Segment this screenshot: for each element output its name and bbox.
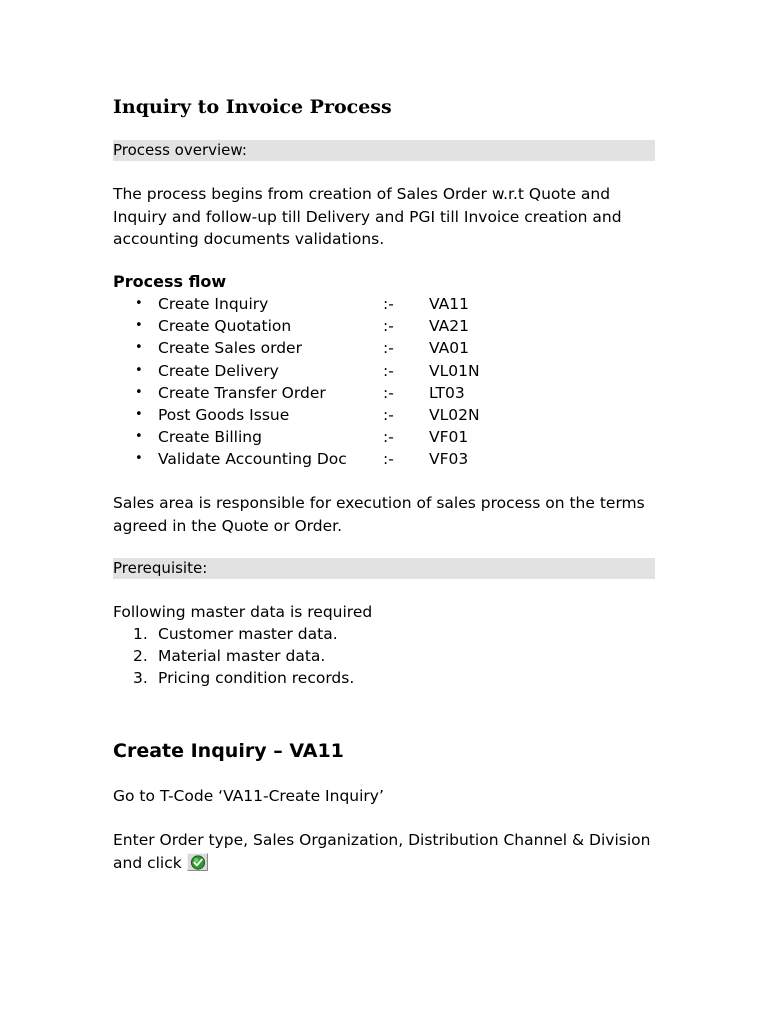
flow-tcode: VF01 bbox=[429, 428, 469, 447]
list-number: 3. bbox=[133, 669, 148, 687]
bullet-glyph: • bbox=[135, 384, 143, 400]
list-item-text: Customer master data. bbox=[158, 625, 338, 643]
list-item-text: Pricing condition records. bbox=[158, 669, 355, 687]
list-item-text: Material master data. bbox=[158, 647, 326, 665]
bullet-glyph: • bbox=[135, 318, 143, 334]
flow-separator: :- bbox=[383, 361, 394, 380]
bullet-glyph: • bbox=[135, 406, 143, 422]
list-item bbox=[113, 426, 658, 448]
flow-separator: :- bbox=[383, 339, 394, 358]
flow-step-name: Post Goods Issue bbox=[158, 405, 290, 424]
document-title: Inquiry to Invoice Process bbox=[113, 96, 392, 118]
green-check-icon bbox=[187, 853, 208, 871]
flow-step-name: Validate Accounting Doc bbox=[158, 450, 347, 469]
process-overview-heading: Process overview: bbox=[113, 140, 655, 161]
bullet-glyph: • bbox=[135, 451, 143, 467]
flow-separator: :- bbox=[383, 317, 394, 336]
list-number: 1. bbox=[133, 625, 148, 643]
flow-step-name: Create Inquiry bbox=[158, 295, 269, 313]
master-data-list bbox=[113, 623, 658, 689]
flow-separator: :- bbox=[383, 428, 394, 447]
list-item bbox=[113, 645, 658, 667]
flow-step-name: Create Quotation bbox=[158, 317, 292, 336]
flow-step-name: Create Delivery bbox=[158, 361, 279, 380]
flow-tcode: VF03 bbox=[429, 450, 469, 469]
bullet-glyph: • bbox=[135, 429, 143, 445]
list-item bbox=[113, 623, 658, 645]
flow-step-name: Create Transfer Order bbox=[158, 383, 326, 402]
bullet-glyph: • bbox=[135, 362, 143, 378]
bullet-glyph: • bbox=[135, 340, 143, 356]
flow-tcode: VA21 bbox=[429, 317, 469, 336]
flow-step-name: Create Billing bbox=[158, 428, 262, 447]
list-item bbox=[113, 404, 658, 426]
list-item bbox=[113, 448, 658, 470]
list-item bbox=[113, 315, 658, 337]
sales-area-paragraph: Sales area is responsible for execution of sales process on the terms agreed in the Quote or Order. bbox=[113, 494, 645, 535]
create-inquiry-heading: Create Inquiry – VA11 bbox=[113, 740, 344, 762]
prerequisite-heading: Prerequisite: bbox=[113, 558, 655, 579]
flow-tcode: VL02N bbox=[429, 405, 480, 424]
list-number: 2. bbox=[133, 647, 148, 665]
list-item bbox=[113, 667, 658, 689]
flow-tcode: VA01 bbox=[429, 339, 469, 358]
goto-tcode-paragraph: Go to T-Code ‘VA11-Create Inquiry’ bbox=[113, 787, 384, 805]
flow-separator: :- bbox=[383, 450, 394, 469]
bullet-glyph: • bbox=[135, 296, 143, 311]
enter-order-paragraph bbox=[113, 829, 658, 874]
intro-paragraph: The process begins from creation of Sales Order w.r.t Quote and Inquiry and follow-up till Delivery and PGI till Invoice creation and accounting documents validations. bbox=[113, 185, 622, 248]
enter-order-text: Enter Order type, Sales Organization, Distribution Channel & Division and click bbox=[113, 831, 651, 872]
flow-tcode: VL01N bbox=[429, 361, 480, 380]
flow-separator: :- bbox=[383, 405, 394, 424]
flow-separator: :- bbox=[383, 295, 394, 313]
master-data-intro: Following master data is required bbox=[113, 603, 373, 621]
list-item bbox=[113, 382, 658, 404]
flow-tcode: LT03 bbox=[429, 383, 465, 402]
process-flow-list bbox=[113, 293, 658, 471]
list-item bbox=[113, 293, 658, 315]
flow-separator: :- bbox=[383, 383, 394, 402]
flow-tcode: VA11 bbox=[429, 295, 469, 313]
list-item bbox=[113, 360, 658, 382]
flow-step-name: Create Sales order bbox=[158, 339, 302, 358]
list-item bbox=[113, 337, 658, 359]
process-flow-heading: Process flow bbox=[113, 272, 227, 291]
